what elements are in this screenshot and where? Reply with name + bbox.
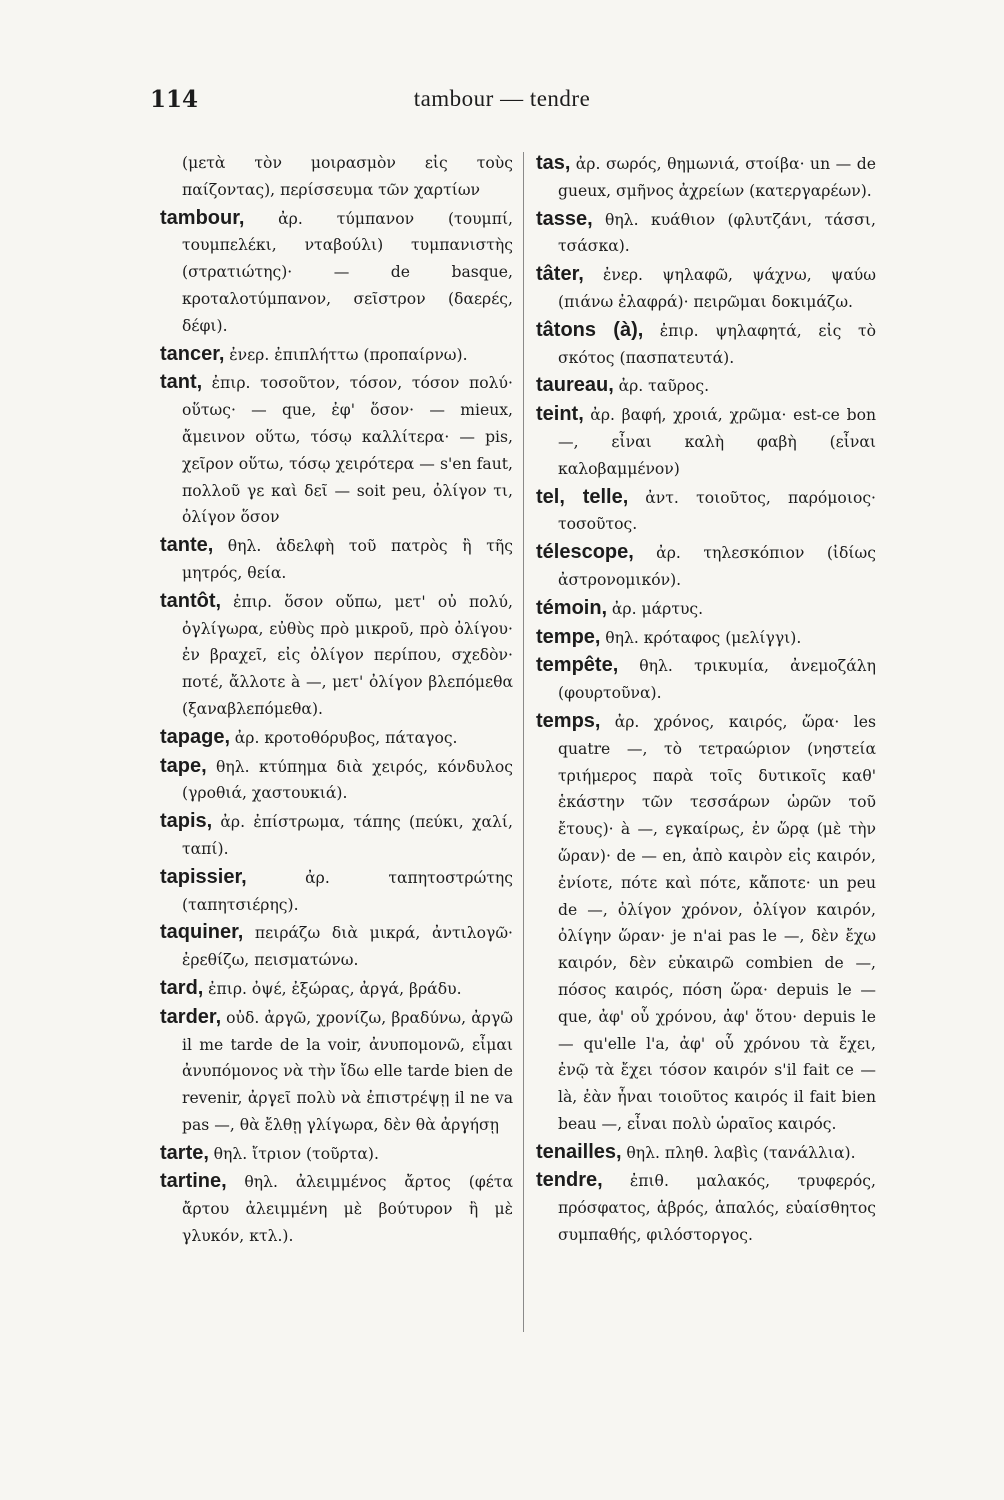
entry-definition: ἀρ. ταπητοστρώτης (ταπητσιέρης).	[182, 868, 514, 914]
dictionary-entry	[160, 724, 513, 752]
entry-headword: tard,	[160, 976, 204, 999]
entry-headword: tapissier,	[160, 865, 247, 888]
entry-definition: ἐπιρ. τοσοῦτον, τόσον, τόσον πολύ· οὕτως· — que, ἐφ' ὅσον· — mieux, ἄμεινον οὕτω, τόσῳ καλλίτερα· — pis, χεῖρον οὕτω, τόσῳ χειρότερα — s'en faut, πολλοῦ γε καὶ δεῖ — soit peu, ὀλίγον τι, ὀλίγον ὅσον	[182, 374, 513, 527]
entry-headword: teint,	[536, 403, 584, 426]
running-head: tambour — tendre	[413, 86, 591, 111]
entry-definition: θηλ. τρικυμία, ἀνεμοζάλη (φουρτοῦνα).	[558, 657, 876, 703]
entry-definition: θηλ. κτύπημα διὰ χειρός, κόνδυλος (γροθιά, χαστουκιά).	[182, 757, 513, 803]
entry-definition: οὐδ. ἀργῶ, χρονίζω, βραδύνω, ἀργῶ il me tarde de la voir, ἀνυπομονῶ, εἶμαι ἀνυπόμονος νὰ τὴν ἴδω elle tarde bien de revenir, ἀργεῖ πολὺ νὰ ἐπιστρέψῃ il ne va pas —, θὰ ἔλθῃ γλίγωρα, δὲν θὰ ἀργήσῃ	[182, 1008, 513, 1134]
dictionary-entry	[536, 401, 876, 482]
dictionary-entry	[160, 588, 513, 723]
right-column	[536, 150, 876, 1250]
dictionary-entry	[160, 532, 513, 587]
entry-headword: tantôt,	[160, 589, 222, 612]
entry-definition: θηλ. ἴτριον (τοῦρτα).	[213, 1144, 379, 1163]
dictionary-entry	[160, 1004, 513, 1139]
dictionary-entry	[536, 372, 876, 400]
entry-headword: tartine,	[160, 1170, 227, 1193]
dictionary-entry	[160, 975, 513, 1003]
column-divider	[523, 152, 524, 1332]
entry-definition: ἐπιθ. μαλακός, τρυφερός, πρόσφατος, ἁβρός, ἁπαλός, εὐαίσθητος συμπαθής, φιλόστοργος.	[558, 1172, 876, 1245]
dictionary-entry	[160, 150, 513, 204]
entry-definition: θηλ. ἀδελφὴ τοῦ πατρὸς ἢ τῆς μητρός, θεία.	[182, 537, 514, 582]
dictionary-entry	[160, 1140, 513, 1168]
entry-headword: tendre,	[536, 1169, 603, 1192]
entry-headword: tel, telle,	[536, 485, 629, 508]
page-number: 114	[150, 86, 199, 113]
entry-definition: ἀρ. ἐπίστρωμα, τάπης (πεύκι, χαλί, ταπί).	[182, 813, 513, 858]
dictionary-entry	[536, 1167, 876, 1248]
dictionary-entry	[160, 341, 513, 369]
entry-headword: taureau,	[536, 374, 614, 397]
dictionary-entry	[536, 261, 876, 316]
entry-headword: temps,	[536, 709, 601, 732]
entry-headword: tâtons (à),	[536, 318, 644, 341]
dictionary-entry	[160, 1168, 513, 1249]
entry-definition: θηλ. πληθ. λαβὶς (τανάλλια).	[626, 1143, 856, 1162]
entry-definition: ἀρ. ταῦρος.	[618, 377, 710, 396]
entry-headword: tapis,	[160, 810, 213, 833]
dictionary-entry	[160, 864, 513, 919]
entry-headword: témoin,	[536, 596, 608, 619]
dictionary-entry	[160, 808, 513, 863]
entry-definition: ἐπιρ. ὅσον οὔπω, μετ' οὐ πολύ, ὀγλίγωρα, εὐθὺς πρὸ μικροῦ, πρὸ ὀλίγου· ἐν βραχεῖ, εἰς ὀλίγον περίπου, σχεδὸν· ποτέ, ἄλλοτε à —, μετ' ὀλίγον βλεπόμεθα (ξαναβλεπόμεθα).	[182, 592, 513, 718]
dictionary-entry	[536, 595, 876, 623]
entry-headword: télescope,	[536, 541, 634, 564]
entry-definition: ἐπιρ. ψηλαφητά, εἰς τὸ σκότος (πασπατευτά).	[558, 321, 877, 367]
dictionary-entry	[160, 753, 513, 808]
dictionary-entry	[536, 652, 876, 707]
dictionary-entry	[536, 708, 876, 1138]
entry-definition: ἀντ. τοιοῦτος, παρόμοιος· τοσοῦτος.	[558, 488, 877, 534]
dictionary-entry	[536, 484, 876, 539]
entry-definition: ἐνερ. ἐπιπλήττω (προπαίρνω).	[229, 345, 468, 364]
entry-definition: ἐπιρ. ὀψέ, ἐξώρας, ἀργά, βράδυ.	[208, 979, 462, 998]
entry-definition: θηλ. κρόταφος (μελίγγι).	[605, 628, 802, 647]
entry-definition: ἀρ. τηλεσκόπιον (ἰδίως ἀστρονομικόν).	[558, 544, 876, 589]
dictionary-entry	[536, 150, 876, 205]
entry-definition: ἀρ. μάρτυς.	[611, 599, 704, 618]
entry-headword: taquiner,	[160, 921, 244, 944]
dictionary-entry	[536, 539, 876, 594]
entry-headword: tarte,	[160, 1141, 209, 1164]
entry-headword: tarder,	[160, 1005, 222, 1028]
entry-headword: tâter,	[536, 263, 584, 286]
entry-definition: θηλ. ἀλειμμένος ἄρτος (φέτα ἄρτου ἀλειμμένη μὲ βούτυρον ἢ μὲ γλυκόν, κτλ.).	[182, 1173, 513, 1246]
entry-headword: tapage,	[160, 725, 231, 748]
entry-headword: tancer,	[160, 342, 225, 365]
entry-headword: tambour,	[160, 206, 245, 229]
dictionary-entry	[536, 1139, 876, 1167]
dictionary-entry	[160, 369, 513, 531]
entry-headword: tante,	[160, 534, 214, 557]
entry-headword: tenailles,	[536, 1140, 622, 1163]
entry-headword: tant,	[160, 371, 203, 394]
dictionary-entry	[160, 919, 513, 974]
entry-definition: ἀρ. κροτοθόρυβος, πάταγος.	[234, 728, 458, 747]
left-column	[160, 150, 513, 1251]
dictionary-entry	[536, 206, 876, 261]
entry-definition: ἀρ. βαφή, χροιά, χρῶμα· est-ce bon —, εἶναι καλὴ φαβὴ (εἶναι καλοβαμμένον)	[558, 406, 877, 478]
entry-definition: ἀρ. τύμπανον (τουμπί, τουμπελέκι, νταβούλι) τυμπανιστὴς (στρατιώτης)· — de basque, κροταλοτύμπανον, σεῖστρον (δαερές, δέφι).	[182, 209, 514, 335]
entry-definition: ἐνερ. ψηλαφῶ, ψάχνω, ψαύω (πιάνω ἐλαφρά)· πειρῶμαι δοκιμάζω.	[558, 266, 876, 311]
entry-headword: tasse,	[536, 207, 593, 230]
dictionary-entry	[536, 317, 876, 372]
entry-definition: (μετὰ τὸν μοιρασμὸν εἰς τοὺς παίζοντας), περίσσευμα τῶν χαρτίων	[182, 154, 513, 199]
entry-headword: tape,	[160, 754, 207, 777]
entry-headword: tas,	[536, 152, 571, 174]
entry-headword: tempe,	[536, 625, 601, 648]
entry-definition: ἀρ. χρόνος, καιρός, ὥρα· les quatre —, τὸ τετραώριον (νηστεία τριήμερος παρὰ τοῖς δυτικοῖς καθ' ἑκάστην τῶν τεσσάρων ὡρῶν τοῦ ἔτους)· à —, εγκαίρως, ἐν ὥρᾳ (μὲ τὴν ὥραν)· de — en, ἀπὸ καιρὸν εἰς καιρόν, ἐνίοτε, πότε καὶ πότε, κἄποτε· un peu de —, ὀλίγον χρόνον, ὀλίγον καιρόν, ὀλίγην ὥραν· je n'ai pas le —, δὲν ἔχω καιρόν, δὲν εὐκαιρῶ combien de —, πόσος καιρός, πόση ὥρα· depuis le — que, ἀφ' οὗ χρόνου, ἀφ' ὅτου· depuis le — qu'elle l'a, ἀφ' οὗ χρόνου τὰ ἔχει, ἐνῷ τὰ ἔχει τόσον καιρόν s'il fait ce — là, ἐὰν ἦναι τοιοῦτος καιρός il fait bien beau —, εἶναι πολὺ ὡραῖος καιρός.	[558, 712, 876, 1133]
dictionary-entry	[160, 205, 513, 340]
entry-definition: ἀρ. σωρός, θημωνιά, στοίβα· un — de gueux, σμῆνος ἀχρείων (κατεργαρέων).	[558, 155, 876, 200]
entry-definition: θηλ. κυάθιον (φλυτζάνι, τάσσι, τσάσκα).	[558, 210, 877, 256]
entry-definition: πειράζω διὰ μικρά, ἀντιλογῶ· ἐρεθίζω, πεισματώνω.	[182, 924, 514, 970]
dictionary-entry	[536, 624, 876, 652]
entry-headword: tempête,	[536, 654, 619, 677]
